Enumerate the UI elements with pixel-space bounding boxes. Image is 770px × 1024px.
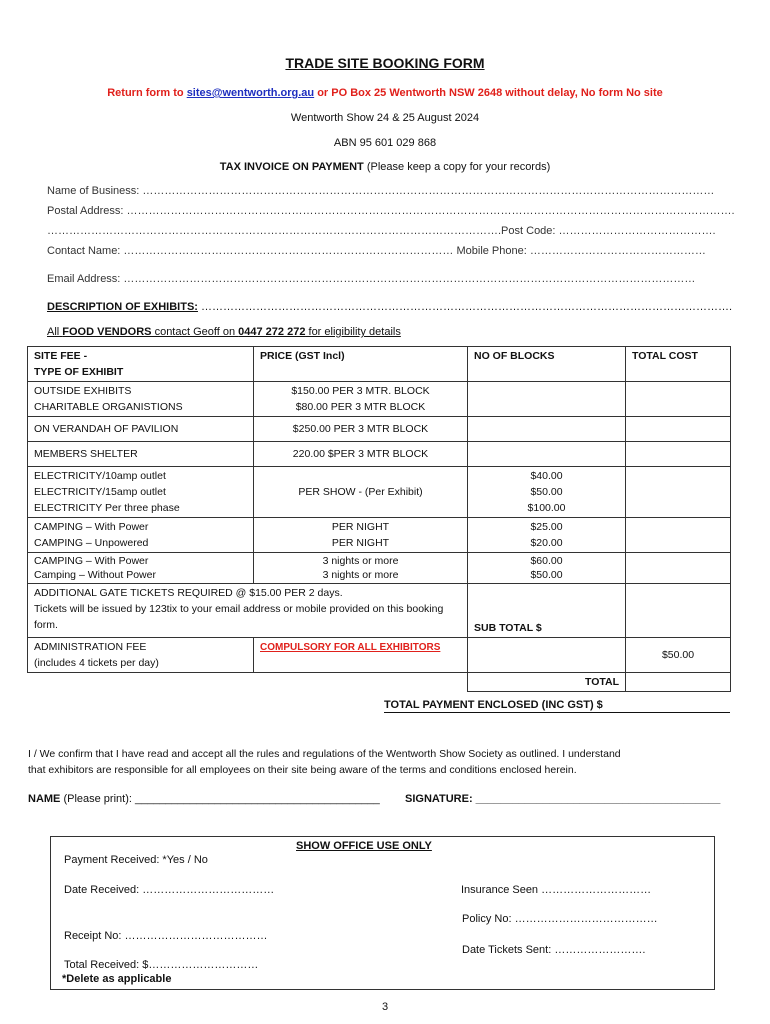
tax-invoice-rest: (Please keep a copy for your records) — [363, 161, 551, 173]
post-code-field[interactable]: …………………………………………………………………………………………………………….Post Code: ……………………………………. — [47, 225, 716, 237]
office-heading: SHOW OFFICE USE ONLY — [296, 840, 432, 852]
email-field[interactable]: Email Address: ………………………………………………………………………………………………………………………………………… — [47, 273, 696, 285]
exhibits-field[interactable] — [47, 301, 732, 313]
blocks-input[interactable] — [468, 638, 626, 673]
form-title: TRADE SITE BOOKING FORM — [285, 55, 485, 71]
blocks-input[interactable] — [468, 417, 626, 442]
email-link[interactable]: sites@wentworth.org.au — [186, 87, 315, 99]
name-field[interactable]: NAME (Please print): ________________________________________ — [28, 793, 380, 805]
confirmation-line-2: that exhibitors are responsible for all employees on their site being aware of the terms and conditions enclosed herein. — [28, 764, 577, 776]
total-cost-input[interactable] — [626, 382, 731, 417]
return-prefix: Return form to — [107, 87, 187, 99]
header-total: TOTAL COST — [626, 347, 731, 382]
tax-invoice-bold: TAX INVOICE ON PAYMENT — [219, 161, 364, 173]
total-cost-input[interactable] — [626, 553, 731, 584]
subtotal-input[interactable] — [626, 584, 731, 638]
date-tickets-sent[interactable]: Date Tickets Sent: ……………………. — [462, 944, 646, 956]
confirmation-line-1: I / We confirm that I have read and accept all the rules and regulations of the Wentworth Show Society as outlined. I understand — [28, 748, 621, 760]
payment-received[interactable]: Payment Received: *Yes / No — [64, 854, 208, 866]
office-use-box — [50, 836, 715, 990]
business-name-field[interactable]: Name of Business: ………………………………………………………………………………………………………………………………………… — [47, 185, 715, 197]
table-row: OUTSIDE EXHIBITS CHARITABLE ORGANISTIONS $150.00 PER 3 MTR. BLOCK $80.00 PER 3 MTR BLOCK — [28, 382, 731, 417]
insurance-seen[interactable]: Insurance Seen ………………………… — [461, 884, 652, 896]
total-cost-input[interactable] — [626, 467, 731, 518]
fees-table — [27, 346, 731, 692]
abn: ABN 95 601 029 868 — [333, 137, 437, 149]
total-input[interactable] — [626, 673, 731, 692]
table-row: ADMINISTRATION FEE (includes 4 tickets per day) COMPULSORY FOR ALL EXHIBITORS $50.00 — [28, 638, 731, 673]
exhibits-label: DESCRIPTION OF EXHIBITS: — [47, 301, 198, 313]
blocks-input[interactable] — [468, 442, 626, 467]
table-row: ELECTRICITY/10amp outlet ELECTRICITY/15amp outlet ELECTRICITY Per three phase PER SHOW - (Per Exhibit) $40.00 $50.00 $100.00 — [28, 467, 731, 518]
food-vendors-note: All FOOD VENDORS contact Geoff on 0447 272 272 for eligibility details — [47, 326, 401, 338]
policy-no[interactable]: Policy No: ………………………………… — [462, 913, 658, 925]
date-received[interactable]: Date Received: ……………………………… — [64, 884, 275, 896]
receipt-no[interactable]: Receipt No: ………………………………… — [64, 930, 268, 942]
header-site-fee: SITE FEE - TYPE OF EXHIBIT — [28, 347, 254, 382]
table-row: ADDITIONAL GATE TICKETS REQUIRED @ $15.00 PER 2 days. Tickets will be issued by 123tix to your email address or mobile provided on this booking form. SUB TOTAL $ — [28, 584, 731, 638]
signature-field[interactable]: SIGNATURE: ________________________________________ — [405, 793, 721, 805]
table-row: MEMBERS SHELTER 220.00 $PER 3 MTR BLOCK — [28, 442, 731, 467]
compulsory-note: COMPULSORY FOR ALL EXHIBITORS — [260, 642, 441, 653]
show-dates: Wentworth Show 24 & 25 August 2024 — [290, 112, 480, 124]
tax-invoice-note — [0, 161, 770, 173]
postal-address-field[interactable]: Postal Address: …………………………………………………………………………………………………………………………………………………. — [47, 205, 735, 217]
total-label: TOTAL — [468, 673, 626, 692]
subtotal-label: SUB TOTAL $ — [468, 584, 626, 638]
table-row — [28, 673, 731, 692]
delete-note: *Delete as applicable — [62, 973, 172, 985]
table-row: CAMPING – With Power Camping – Without Power 3 nights or more 3 nights or more $60.00 $50.00 — [28, 553, 731, 584]
table-header-row — [28, 347, 731, 382]
total-cost-input[interactable] — [626, 442, 731, 467]
exhibits-dots: ………………………………………………………………………………………………………………………………. — [197, 301, 733, 313]
total-cost-input[interactable] — [626, 518, 731, 553]
total-cost-input[interactable] — [626, 417, 731, 442]
blocks-input[interactable] — [468, 382, 626, 417]
table-row: ON VERANDAH OF PAVILION $250.00 PER 3 MTR BLOCK — [28, 417, 731, 442]
header-blocks: NO OF BLOCKS — [468, 347, 626, 382]
total-payment-enclosed[interactable]: TOTAL PAYMENT ENCLOSED (INC GST) $ — [384, 699, 730, 713]
contact-mobile-field[interactable]: Contact Name: ……………………………………………………………………………… Mobile Phone: ………………………………………… — [47, 245, 706, 257]
total-received[interactable]: Total Received: $………………………… — [64, 959, 259, 971]
page-number: 3 — [381, 1001, 389, 1013]
return-instructions — [0, 87, 770, 99]
return-suffix: or PO Box 25 Wentworth NSW 2648 without delay, No form No site — [314, 87, 663, 99]
header-price: PRICE (GST Incl) — [254, 347, 468, 382]
table-row: CAMPING – With Power CAMPING – Unpowered PER NIGHT PER NIGHT $25.00 $20.00 — [28, 518, 731, 553]
